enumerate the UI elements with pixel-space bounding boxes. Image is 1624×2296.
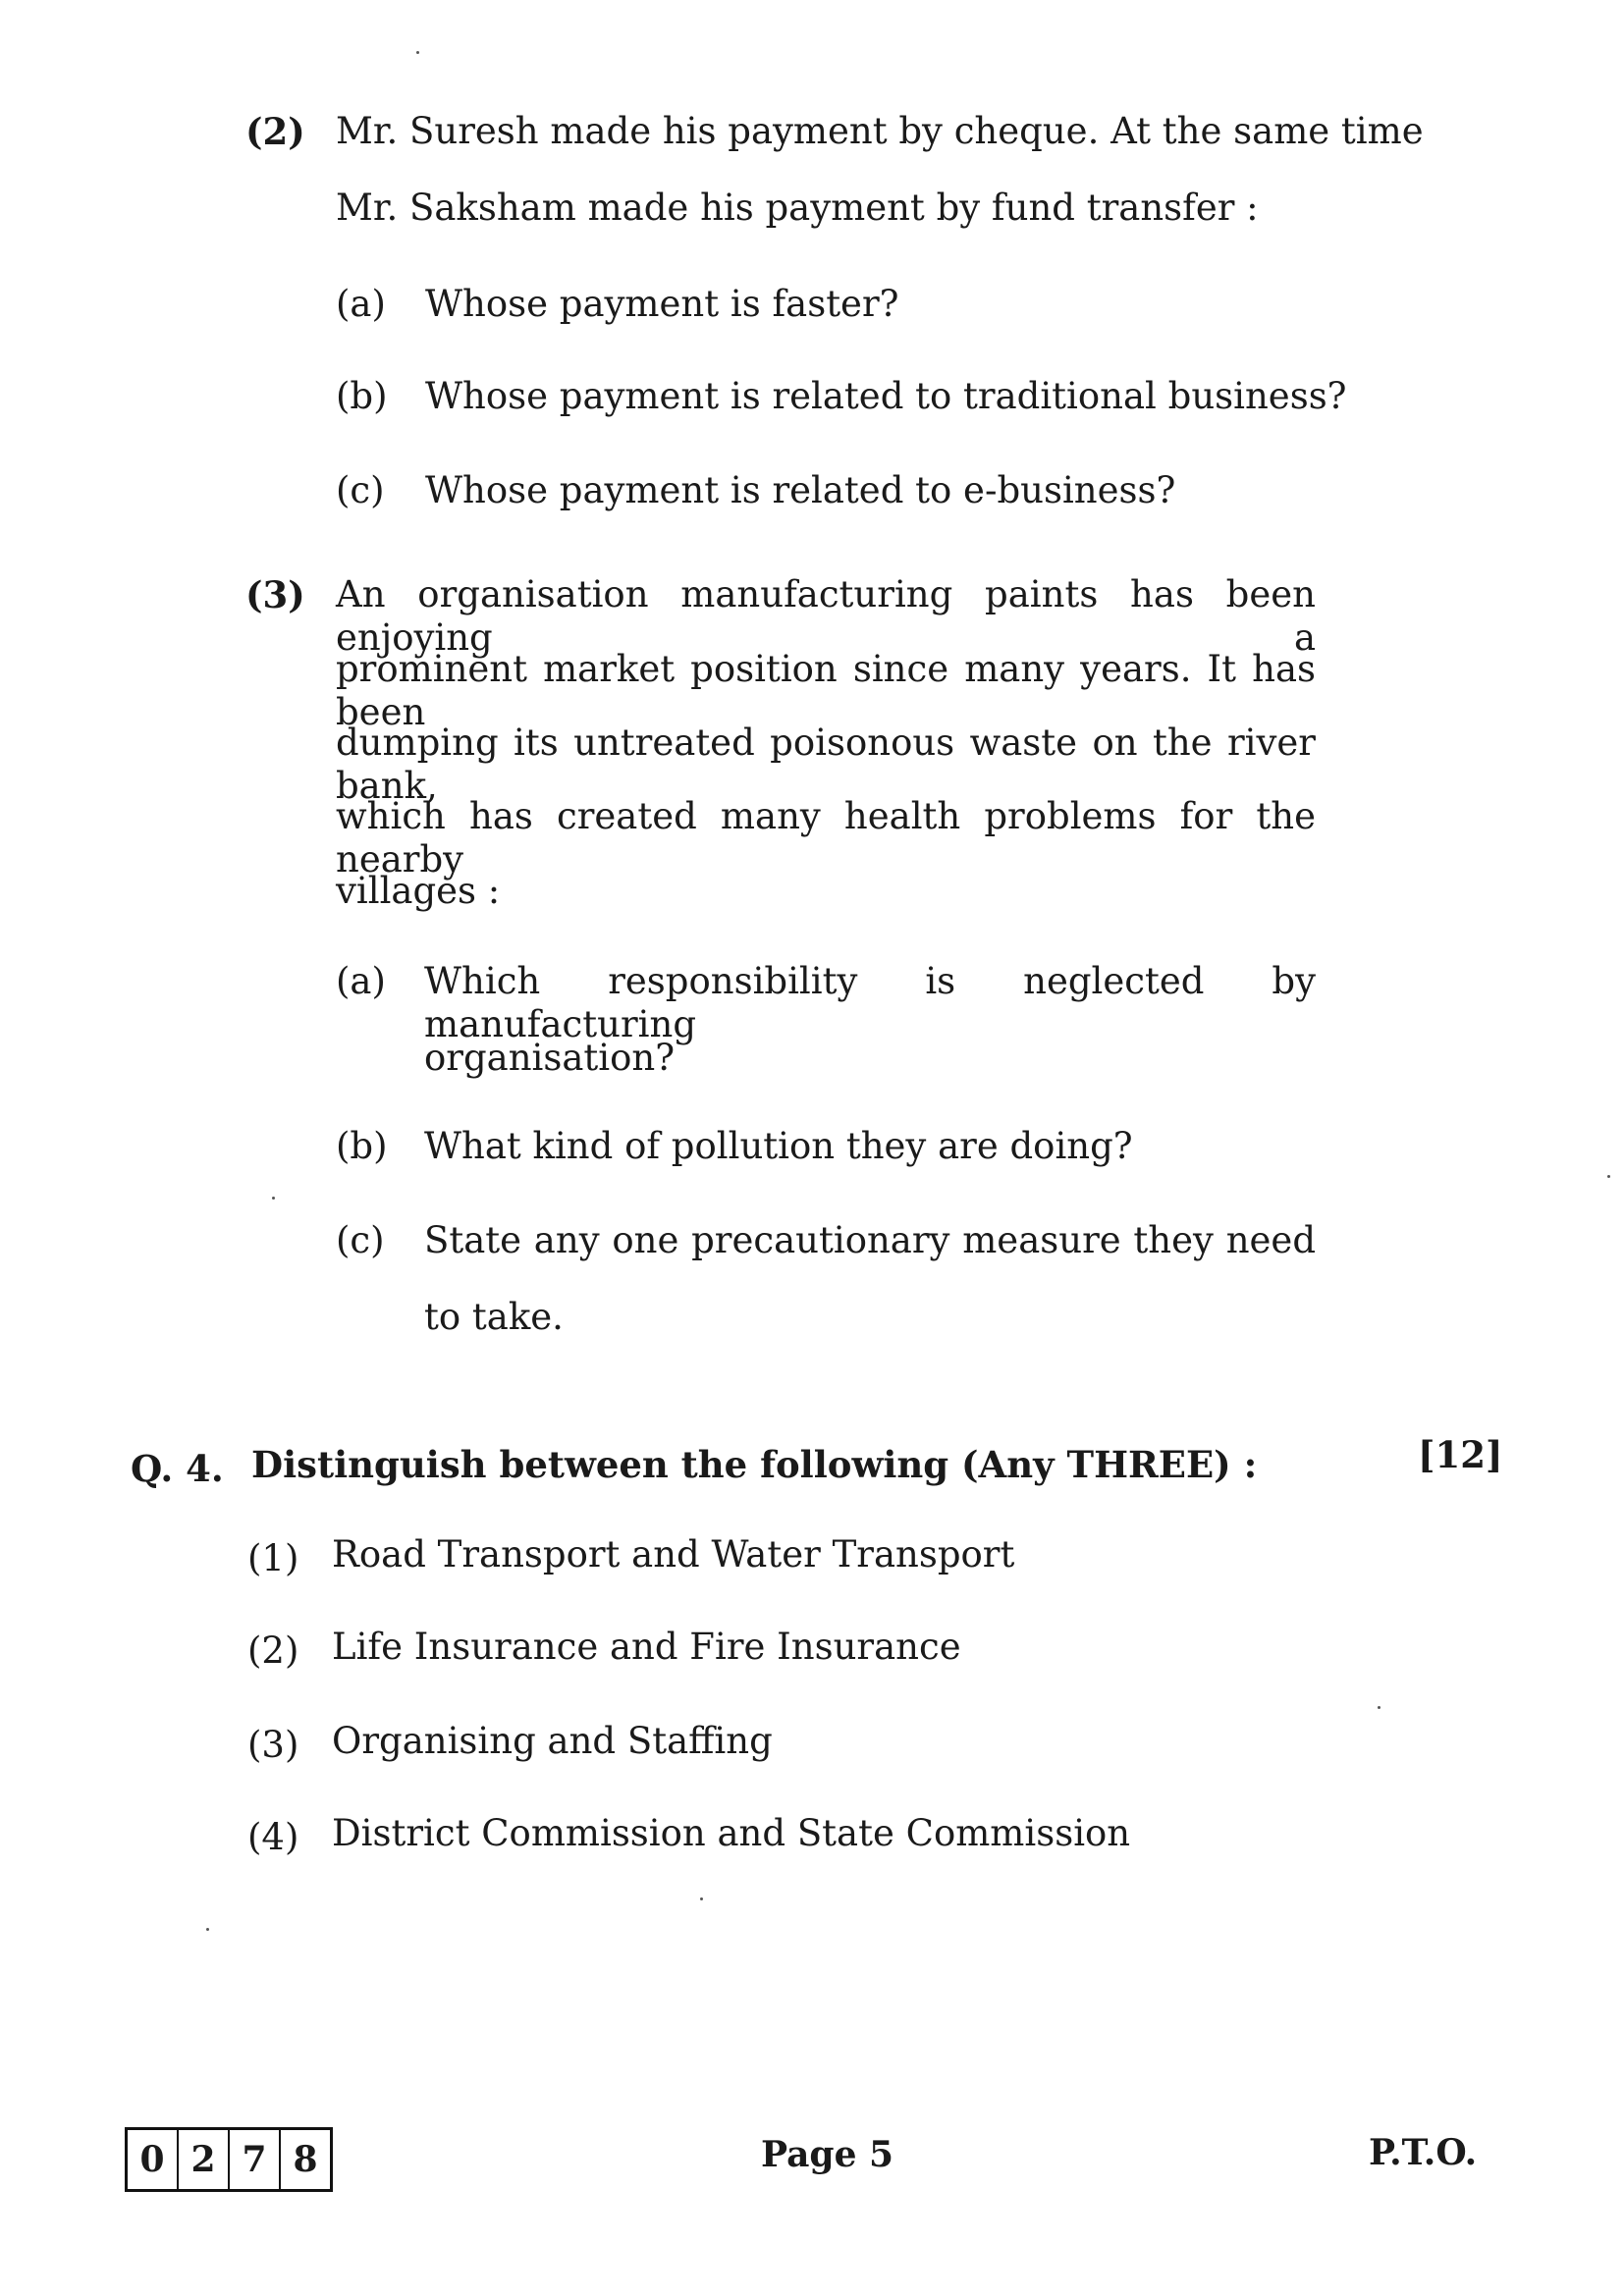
item-3-line-3: dumping its untreated poisonous waste on the river bank, xyxy=(336,721,1316,808)
q4-item-4-number: (4) xyxy=(247,1816,299,1858)
item-2a-text: Whose payment is faster? xyxy=(425,283,899,325)
item-2-number: (2) xyxy=(245,110,305,153)
item-3-line-2: prominent market position since many years. It has been xyxy=(336,648,1316,734)
item-3a-label: (a) xyxy=(336,960,386,1002)
q4-item-1-text: Road Transport and Water Transport xyxy=(332,1533,1015,1575)
item-3b-text: What kind of pollution they are doing? xyxy=(424,1125,1133,1167)
q4-item-3-number: (3) xyxy=(247,1724,299,1766)
q4-item-3-text: Organising and Staffing xyxy=(332,1720,773,1762)
item-2a-label: (a) xyxy=(336,283,386,325)
item-3a-line-1: Which responsibility is neglected by manufacturing xyxy=(424,960,1316,1046)
paper-code-digit: 2 xyxy=(179,2130,230,2189)
item-2b-text: Whose payment is related to traditional business? xyxy=(425,375,1347,417)
item-3c-line-2: to take. xyxy=(424,1296,564,1338)
scan-speck xyxy=(416,51,419,54)
paper-code-digit: 0 xyxy=(128,2130,179,2189)
item-3-line-5: villages : xyxy=(336,870,501,912)
scan-speck xyxy=(272,1197,275,1200)
scan-speck xyxy=(700,1897,703,1900)
item-3-line-4: which has created many health problems for the nearby xyxy=(336,795,1316,881)
item-3b-label: (b) xyxy=(336,1125,388,1167)
item-3-line-1: An organisation manufacturing paints has been enjoying a xyxy=(336,573,1316,660)
q4-item-2-number: (2) xyxy=(247,1629,299,1672)
item-2b-label: (b) xyxy=(336,375,388,417)
pto-label: P.T.O. xyxy=(1369,2132,1478,2173)
q4-item-1-number: (1) xyxy=(247,1537,299,1579)
paper-code-box xyxy=(125,2127,333,2192)
paper-code-digit: 8 xyxy=(293,2139,318,2180)
scan-speck xyxy=(1378,1706,1380,1709)
paper-code-digit: 7 xyxy=(230,2130,281,2189)
question-4-number: Q. 4. xyxy=(131,1447,224,1490)
q4-item-4-text: District Commission and State Commission xyxy=(332,1812,1131,1854)
page-number: Page 5 xyxy=(761,2134,894,2175)
item-2c-label: (c) xyxy=(336,469,385,511)
item-3c-line-1: State any one precautionary measure they need xyxy=(424,1219,1316,1261)
item-3c-label: (c) xyxy=(336,1219,385,1261)
question-4-marks: [12] xyxy=(1418,1433,1503,1476)
scan-speck xyxy=(206,1928,209,1931)
scan-speck xyxy=(1607,1175,1610,1178)
item-2-line-2: Mr. Saksham made his payment by fund transfer : xyxy=(336,187,1259,229)
item-3a-line-2: organisation? xyxy=(424,1037,676,1079)
item-2-line-1: Mr. Suresh made his payment by cheque. At the same time xyxy=(336,110,1424,152)
question-4-heading: Distinguish between the following (Any THREE) : xyxy=(251,1443,1258,1486)
q4-item-2-text: Life Insurance and Fire Insurance xyxy=(332,1626,961,1668)
item-3-number: (3) xyxy=(245,573,305,616)
item-2c-text: Whose payment is related to e-business? xyxy=(425,469,1176,511)
